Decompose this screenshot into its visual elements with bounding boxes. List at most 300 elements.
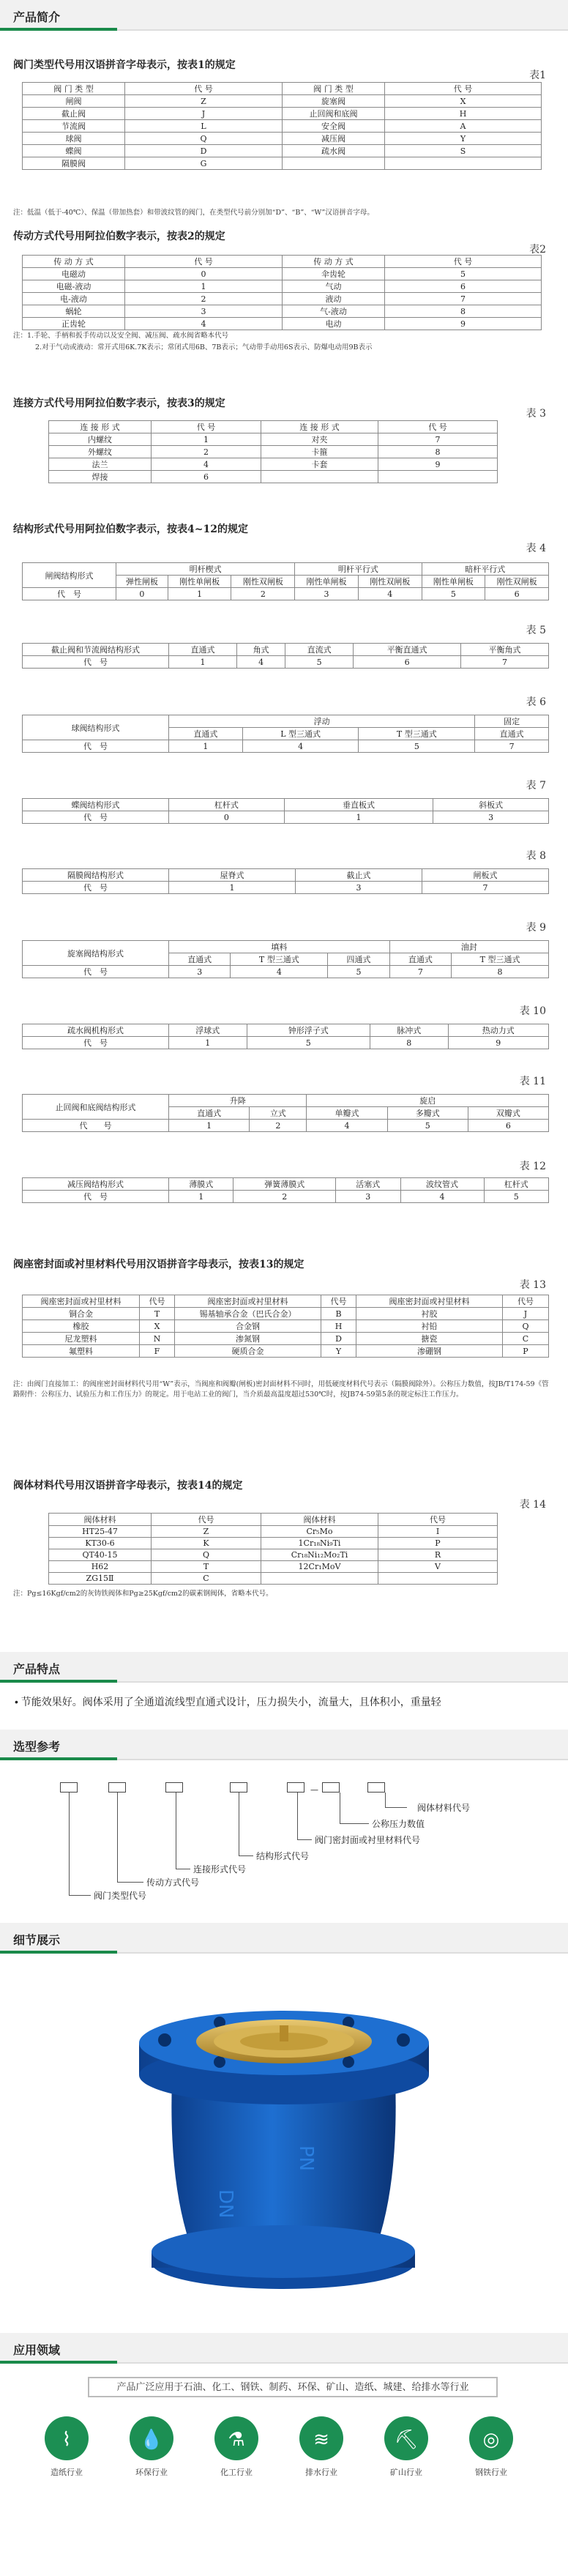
svg-text:PN: PN bbox=[295, 2145, 317, 2172]
cell: 杠杆式 bbox=[169, 799, 285, 811]
cell: S bbox=[385, 145, 542, 157]
table14-heading: 阀体材料代号用汉语拼音字母表示，按表14的规定 bbox=[13, 1480, 243, 1492]
dash: — bbox=[310, 1785, 318, 1795]
app-mining bbox=[376, 2416, 436, 2478]
cell: 4 bbox=[358, 588, 422, 600]
cell: 卡箍 bbox=[261, 446, 378, 458]
cell: 焊接 bbox=[49, 471, 152, 483]
cell: 4 bbox=[400, 1191, 484, 1203]
cell: 法兰 bbox=[49, 458, 152, 471]
section-header-application bbox=[0, 2333, 568, 2364]
cell: Y bbox=[321, 1345, 356, 1358]
cell: 电动 bbox=[283, 318, 385, 330]
cell: 疏水阀机构形式 bbox=[23, 1024, 169, 1037]
cell: 止回阀和底阀 bbox=[283, 108, 385, 120]
cell: 合金钢 bbox=[175, 1320, 321, 1333]
cell: 油封 bbox=[389, 941, 548, 953]
label-connection: 连接形式代号 bbox=[193, 1864, 247, 1875]
cell: L 型三通式 bbox=[242, 728, 359, 740]
cell: 电磁动 bbox=[23, 268, 125, 280]
table3-heading: 连接方式代号用阿拉伯数字表示，按表3的规定 bbox=[13, 398, 225, 409]
table9-tag: 表 9 bbox=[526, 922, 546, 934]
cell: Q bbox=[125, 133, 283, 145]
table13-note: 注：由阀门直接加工：的阀座密封面材料代号用“W”表示，当阀座和阀瓣(闸板)密封面材料不同时，用低硬度材料代号表示（隔膜阀除外）。公称压力数值，按JB/T174-59《管路附件：公称压力、试验压力和工作压力》的规定。用于电站工业的阀门，当介质最高温度超过530℃时，按JB74-59第5条的规定标注工作压力。 bbox=[13, 1380, 549, 1399]
cell: 暗杆平行式 bbox=[422, 563, 548, 576]
cell: 6 bbox=[152, 471, 261, 483]
cell: 9 bbox=[448, 1037, 549, 1049]
cell: 刚性双闸板 bbox=[358, 576, 422, 588]
cell: 外螺纹 bbox=[49, 446, 152, 458]
cell: 3 bbox=[296, 882, 422, 894]
cell: 浮动 bbox=[169, 715, 475, 728]
app-drainage bbox=[291, 2416, 351, 2478]
cell: 5 bbox=[247, 1037, 370, 1049]
cell: 电磁-液动 bbox=[23, 280, 125, 293]
cell: 直通式 bbox=[169, 953, 231, 966]
cell: 代 号 bbox=[378, 421, 498, 433]
cell bbox=[261, 1573, 378, 1585]
cell: 3 bbox=[125, 305, 283, 318]
table11 bbox=[22, 1094, 549, 1132]
cell: 3 bbox=[336, 1191, 400, 1203]
cell: 阀体材料 bbox=[49, 1514, 152, 1526]
cell: 旋启 bbox=[307, 1095, 549, 1107]
table1 bbox=[22, 82, 542, 170]
cell: 渗氮钢 bbox=[175, 1333, 321, 1345]
app-paper bbox=[37, 2416, 97, 2478]
cell: 多瓣式 bbox=[387, 1107, 468, 1120]
cell: 2 bbox=[231, 588, 295, 600]
cell: HT25-47 bbox=[49, 1526, 152, 1538]
app-label: 环保行业 bbox=[135, 2468, 168, 2477]
cell: 代号 bbox=[140, 1295, 175, 1308]
cell: 阀座密封面或衬里材料 bbox=[175, 1295, 321, 1308]
cell: 1 bbox=[284, 811, 433, 824]
cell: 旋塞阀结构形式 bbox=[23, 941, 169, 966]
cell: 垂直板式 bbox=[284, 799, 433, 811]
cell: 液动 bbox=[283, 293, 385, 305]
cell: Z bbox=[125, 95, 283, 108]
cell: 明杆楔式 bbox=[116, 563, 295, 576]
cell: 代 号 bbox=[385, 256, 542, 268]
cell: 渗硼钢 bbox=[356, 1345, 503, 1358]
table1-note: 注：低温（低于-40℃）、保温（带加热套）和带波纹管的阀门，在类型代号前分别加“D”、“B”、“W”汉语拼音字母。 bbox=[13, 209, 374, 217]
section-header-selection bbox=[0, 1730, 568, 1760]
cell: 代号 bbox=[378, 1514, 498, 1526]
table14 bbox=[48, 1513, 498, 1585]
cell: 代 号 bbox=[23, 882, 169, 894]
drop-icon: 💧 bbox=[130, 2416, 173, 2460]
svg-text:DN: DN bbox=[214, 2189, 236, 2219]
cell: 蝶阀 bbox=[23, 145, 125, 157]
cell: 3 bbox=[169, 966, 231, 978]
table1-tag: 表1 bbox=[529, 70, 546, 81]
cell: KT30-6 bbox=[49, 1538, 152, 1549]
table13-heading: 阀座密封面或衬里材料代号用汉语拼音字母表示，按表13的规定 bbox=[13, 1259, 304, 1270]
cell bbox=[261, 471, 378, 483]
cell: D bbox=[321, 1333, 356, 1345]
cell: 直通式 bbox=[475, 728, 549, 740]
cell: 热动力式 bbox=[448, 1024, 549, 1037]
cell: 衬胶 bbox=[356, 1308, 503, 1320]
table14-tag: 表 14 bbox=[519, 1499, 546, 1511]
cell: 代 号 bbox=[23, 811, 169, 824]
cell: 蝶阀结构形式 bbox=[23, 799, 169, 811]
label-drive: 传动方式代号 bbox=[146, 1877, 200, 1888]
code-box bbox=[367, 1782, 385, 1793]
section-header-detail bbox=[0, 1923, 568, 1954]
cell: 尼龙塑料 bbox=[23, 1333, 140, 1345]
cell: 5 bbox=[387, 1120, 468, 1132]
cell: 8 bbox=[452, 966, 549, 978]
cell: X bbox=[140, 1320, 175, 1333]
cell: 四通式 bbox=[328, 953, 389, 966]
cell: 代 号 bbox=[23, 740, 169, 753]
cell: 6 bbox=[468, 1120, 548, 1132]
cell: 正齿轮 bbox=[23, 318, 125, 330]
cell: 连 接 形 式 bbox=[261, 421, 378, 433]
app-environment bbox=[122, 2416, 182, 2478]
code-box bbox=[230, 1782, 247, 1793]
cell: 5 bbox=[385, 268, 542, 280]
cell: 9 bbox=[378, 458, 498, 471]
cell: 截止阀和节流阀结构形式 bbox=[23, 644, 169, 656]
cell: K bbox=[152, 1538, 261, 1549]
cell: Y bbox=[385, 133, 542, 145]
cell: 锡基轴承合金（巴氏合金） bbox=[175, 1308, 321, 1320]
cell: 刚性双闸板 bbox=[485, 576, 549, 588]
cell: T bbox=[152, 1561, 261, 1573]
table14-note: 注：Pg≤16Kgf/cm2的灰铸铁阀体和Pg≥25Kgf/cm2的碳素钢阀体，省略本代号。 bbox=[13, 1590, 273, 1598]
table13-tag: 表 13 bbox=[519, 1279, 546, 1291]
cell: V bbox=[378, 1561, 498, 1573]
label-pressure: 公称压力数值 bbox=[372, 1819, 425, 1829]
section-title: 选型参考 bbox=[13, 1741, 61, 1754]
cell: 氟塑料 bbox=[23, 1345, 140, 1358]
cell: 0 bbox=[169, 811, 285, 824]
cell: Cr₅Mo bbox=[261, 1526, 378, 1538]
cell: 波纹管式 bbox=[400, 1178, 484, 1191]
app-label: 钢铁行业 bbox=[475, 2468, 507, 2477]
cell: T 型三通式 bbox=[359, 728, 475, 740]
table10-tag: 表 10 bbox=[519, 1005, 546, 1017]
section-title: 产品特点 bbox=[13, 1664, 61, 1676]
cell: P bbox=[503, 1345, 549, 1358]
table4-tag: 表 4 bbox=[526, 543, 546, 554]
cell bbox=[385, 157, 542, 170]
cell: F bbox=[140, 1345, 175, 1358]
cell: 填料 bbox=[169, 941, 390, 953]
cell: D bbox=[125, 145, 283, 157]
cell: 隔膜阀 bbox=[23, 157, 125, 170]
table6 bbox=[22, 715, 549, 753]
cell: T 型三通式 bbox=[231, 953, 328, 966]
feature-text: 节能效果好。阀体采用了全通道流线型直通式设计，压力损失小，流量大，且体积小，重量轻 bbox=[20, 1696, 441, 1708]
cell: 4 bbox=[231, 966, 328, 978]
cell: N bbox=[140, 1333, 175, 1345]
cell: 代号 bbox=[152, 1514, 261, 1526]
cell: 弹簧薄膜式 bbox=[233, 1178, 336, 1191]
cell: 升降 bbox=[169, 1095, 307, 1107]
cell: 卡套 bbox=[261, 458, 378, 471]
cell: 7 bbox=[475, 740, 549, 753]
cell: 2 bbox=[250, 1120, 307, 1132]
cell: A bbox=[385, 120, 542, 133]
cell: 阀体材料 bbox=[261, 1514, 378, 1526]
cell: 截止阀 bbox=[23, 108, 125, 120]
cell: 内螺纹 bbox=[49, 433, 152, 446]
cell: 减压阀结构形式 bbox=[23, 1178, 169, 1191]
cell bbox=[378, 471, 498, 483]
cell: 4 bbox=[307, 1120, 387, 1132]
table12-tag: 表 12 bbox=[519, 1161, 546, 1172]
cell: 阀 门 类 型 bbox=[283, 83, 385, 95]
cell: 安全阀 bbox=[283, 120, 385, 133]
cell: 球阀 bbox=[23, 133, 125, 145]
cell: 1 bbox=[152, 433, 261, 446]
table4-heading: 结构形式代号用阿拉伯数字表示，按表4~12的规定 bbox=[13, 524, 248, 535]
cell: C bbox=[503, 1333, 549, 1345]
cell: 8 bbox=[370, 1037, 448, 1049]
cell: J bbox=[125, 108, 283, 120]
cell: 平衡角式 bbox=[461, 644, 549, 656]
cell: 5 bbox=[328, 966, 389, 978]
cell: 气动 bbox=[283, 280, 385, 293]
app-label: 矿山行业 bbox=[390, 2468, 422, 2477]
cell: 8 bbox=[385, 305, 542, 318]
cell: 明杆平行式 bbox=[295, 563, 422, 576]
cell: 1Cr₁₈Ni₉Ti bbox=[261, 1538, 378, 1549]
cell: 代 号 bbox=[23, 656, 169, 669]
cell: 代 号 bbox=[23, 1120, 169, 1132]
section-header-features bbox=[0, 1652, 568, 1683]
code-box bbox=[165, 1782, 183, 1793]
cell: 电-液动 bbox=[23, 293, 125, 305]
table7 bbox=[22, 798, 549, 824]
cell: 7 bbox=[461, 656, 549, 669]
cell bbox=[378, 1573, 498, 1585]
cell: T 型三通式 bbox=[452, 953, 549, 966]
cell: 止回阀和底阀结构形式 bbox=[23, 1095, 169, 1120]
cell: 1 bbox=[169, 1120, 250, 1132]
app-label: 排水行业 bbox=[305, 2468, 337, 2477]
cell: 双瓣式 bbox=[468, 1107, 548, 1120]
table8 bbox=[22, 868, 549, 894]
cell: 搪瓷 bbox=[356, 1333, 503, 1345]
section-title: 应用领域 bbox=[13, 2345, 61, 2357]
cell: 传 动 方 式 bbox=[23, 256, 125, 268]
cell: 连 接 形 式 bbox=[49, 421, 152, 433]
app-steel bbox=[461, 2416, 521, 2478]
cell: 2 bbox=[233, 1191, 336, 1203]
cell: 闸板式 bbox=[422, 869, 549, 882]
cell: 6 bbox=[354, 656, 461, 669]
cell: 阀 门 类 型 bbox=[23, 83, 125, 95]
cell: 代 号 bbox=[23, 1037, 169, 1049]
cell: 钟形浮子式 bbox=[247, 1024, 370, 1037]
cell: 刚性单闸板 bbox=[168, 576, 231, 588]
cell: 代号 bbox=[503, 1295, 549, 1308]
cell: 刚性单闸板 bbox=[422, 576, 485, 588]
cell: 减压阀 bbox=[283, 133, 385, 145]
code-box bbox=[108, 1782, 126, 1793]
cell: 代 号 bbox=[125, 83, 283, 95]
cell: 传 动 方 式 bbox=[283, 256, 385, 268]
cell: 3 bbox=[433, 811, 549, 824]
cell: 蜗轮 bbox=[23, 305, 125, 318]
cell: 刚性双闸板 bbox=[231, 576, 295, 588]
cell: 12Cr₁MoV bbox=[261, 1561, 378, 1573]
label-body-material: 阀体材料代号 bbox=[417, 1803, 471, 1813]
selection-diagram bbox=[0, 1760, 568, 1899]
app-label: 造纸行业 bbox=[51, 2468, 83, 2477]
cell: 对夹 bbox=[261, 433, 378, 446]
cell: 7 bbox=[385, 293, 542, 305]
cell: J bbox=[503, 1308, 549, 1320]
cell: 1 bbox=[125, 280, 283, 293]
cell: 0 bbox=[125, 268, 283, 280]
cell: Q bbox=[503, 1320, 549, 1333]
cell: 9 bbox=[385, 318, 542, 330]
cell: 代 号 bbox=[23, 1191, 169, 1203]
cell: 阀座密封面或衬里材料 bbox=[23, 1295, 140, 1308]
table2-tag: 表2 bbox=[529, 244, 546, 256]
cell: 伞齿轮 bbox=[283, 268, 385, 280]
section-title: 产品简介 bbox=[13, 12, 61, 24]
cell: 闸阀结构形式 bbox=[23, 563, 116, 588]
cell: 隔膜阀结构形式 bbox=[23, 869, 169, 882]
cell: 代号 bbox=[321, 1295, 356, 1308]
cell: H bbox=[385, 108, 542, 120]
feature-item: • 节能效果好。阀体采用了全通道流线型直通式设计，压力损失小，流量大，且体积小，重量轻 bbox=[15, 1696, 441, 1708]
cell: 4 bbox=[242, 740, 359, 753]
valve-image bbox=[0, 1970, 568, 2314]
cell: 斜板式 bbox=[433, 799, 549, 811]
cell: X bbox=[385, 95, 542, 108]
cell: 4 bbox=[237, 656, 285, 669]
cell: H62 bbox=[49, 1561, 152, 1573]
cell: 7 bbox=[389, 966, 451, 978]
cell: 闸阀 bbox=[23, 95, 125, 108]
coil-icon: ◎ bbox=[469, 2416, 513, 2460]
cell: 疏水阀 bbox=[283, 145, 385, 157]
cell: 6 bbox=[385, 280, 542, 293]
cell bbox=[283, 157, 385, 170]
flask-icon: ⚗ bbox=[214, 2416, 258, 2460]
cell: 脉冲式 bbox=[370, 1024, 448, 1037]
cell: QT40-15 bbox=[49, 1549, 152, 1561]
cell: 1 bbox=[169, 882, 296, 894]
cell: 5 bbox=[359, 740, 475, 753]
cell: R bbox=[378, 1549, 498, 1561]
cell: 衬铅 bbox=[356, 1320, 503, 1333]
cell: Z bbox=[152, 1526, 261, 1538]
cell: 铜合金 bbox=[23, 1308, 140, 1320]
table5-tag: 表 5 bbox=[526, 625, 546, 636]
cell: H bbox=[321, 1320, 356, 1333]
table1-heading: 阀门类型代号用汉语拼音字母表示，按表1的规定 bbox=[13, 59, 236, 71]
cell: 2 bbox=[125, 293, 283, 305]
table5 bbox=[22, 643, 549, 669]
cell: 硬质合金 bbox=[175, 1345, 321, 1358]
cell: P bbox=[378, 1538, 498, 1549]
cell: 杠杆式 bbox=[484, 1178, 548, 1191]
table12 bbox=[22, 1177, 549, 1203]
cell: B bbox=[321, 1308, 356, 1320]
table2-note2: 2.对于气动或液动：常开式用6K.7K表示；常闭式用6B、7B表示；气动带手动用6S表示、防爆电动用9B表示 bbox=[35, 343, 373, 351]
table2-heading: 传动方式代号用阿拉伯数字表示，按表2的规定 bbox=[13, 231, 225, 242]
cell: 7 bbox=[378, 433, 498, 446]
table8-tag: 表 8 bbox=[526, 850, 546, 862]
cell: 直通式 bbox=[389, 953, 451, 966]
cell: 薄膜式 bbox=[169, 1178, 233, 1191]
cell: 4 bbox=[125, 318, 283, 330]
cell: 节流阀 bbox=[23, 120, 125, 133]
cell: 代 号 bbox=[152, 421, 261, 433]
cell: 角式 bbox=[237, 644, 285, 656]
cell: 屋脊式 bbox=[169, 869, 296, 882]
cell: T bbox=[140, 1308, 175, 1320]
cell: Cr₁₈Ni₁₂Mo₂Ti bbox=[261, 1549, 378, 1561]
table10 bbox=[22, 1024, 549, 1049]
table2 bbox=[22, 255, 542, 330]
cell: 直流式 bbox=[285, 644, 354, 656]
table11-tag: 表 11 bbox=[519, 1076, 546, 1087]
label-structure: 结构形式代号 bbox=[256, 1851, 310, 1861]
table9 bbox=[22, 940, 549, 978]
application-banner: 产品广泛应用于石油、化工、钢铁、制药、环保、矿山、造纸、城建、给排水等行业 bbox=[88, 2377, 498, 2397]
cell: 7 bbox=[422, 882, 549, 894]
cell: 0 bbox=[116, 588, 168, 600]
cell: 直通式 bbox=[169, 728, 243, 740]
cell: 5 bbox=[484, 1191, 548, 1203]
cell: 立式 bbox=[250, 1107, 307, 1120]
cell: 代 号 bbox=[385, 83, 542, 95]
code-box bbox=[287, 1782, 304, 1793]
code-box bbox=[60, 1782, 78, 1793]
cell: 浮球式 bbox=[169, 1024, 247, 1037]
cell: 固定 bbox=[475, 715, 549, 728]
cell: G bbox=[125, 157, 283, 170]
cell: 刚性单闸板 bbox=[295, 576, 359, 588]
cell: 1 bbox=[169, 656, 237, 669]
cell: 代 号 bbox=[125, 256, 283, 268]
cell: 单瓣式 bbox=[307, 1107, 387, 1120]
cell: 橡胶 bbox=[23, 1320, 140, 1333]
label-valve-type: 阀门类型代号 bbox=[94, 1891, 147, 1901]
cell: 1 bbox=[169, 1191, 233, 1203]
table7-tag: 表 7 bbox=[526, 780, 546, 792]
cell: 截止式 bbox=[296, 869, 422, 882]
cell: 弹性闸板 bbox=[116, 576, 168, 588]
cell: 1 bbox=[169, 1037, 247, 1049]
table3-tag: 表 3 bbox=[526, 408, 546, 420]
cell: L bbox=[125, 120, 283, 133]
cell: 1 bbox=[169, 740, 243, 753]
check-valve-illustration bbox=[0, 1970, 568, 2314]
wave-icon: ≋ bbox=[299, 2416, 343, 2460]
cell: 8 bbox=[378, 446, 498, 458]
cell: 4 bbox=[152, 458, 261, 471]
cell: 2 bbox=[152, 446, 261, 458]
cell: 气-液动 bbox=[283, 305, 385, 318]
cell: C bbox=[152, 1573, 261, 1585]
cell: 1 bbox=[168, 588, 231, 600]
cell: 6 bbox=[485, 588, 549, 600]
cell: 球阀结构形式 bbox=[23, 715, 169, 740]
table2-note1: 注：1.手轮、手柄和扳手传动以及安全阀、减压阀、疏水阀省略本代号 bbox=[13, 332, 229, 340]
app-label: 化工行业 bbox=[220, 2468, 253, 2477]
